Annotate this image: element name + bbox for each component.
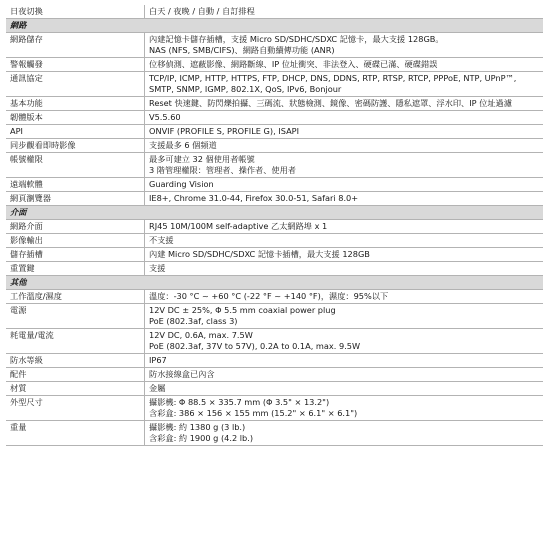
spec-row <box>6 304 543 329</box>
spec-value-line: PoE (802.3af, 37V to 57V), 0.2A to 0.1A, max. 9.5W <box>149 341 361 351</box>
spec-row <box>6 234 543 248</box>
spec-value <box>145 304 544 329</box>
spec-table-body <box>6 5 543 446</box>
spec-label: 重量 <box>6 421 145 446</box>
spec-label: 警報觸發 <box>6 58 145 72</box>
spec-value-line: IP67 <box>149 355 167 365</box>
spec-row <box>6 139 543 153</box>
spec-label: 韌體版本 <box>6 111 145 125</box>
spec-value-line: 溫度：-30 °C ~ +60 °C (-22 °F ~ +140 °F)，濕度：95%以下 <box>149 291 389 301</box>
spec-row <box>6 396 543 421</box>
spec-value <box>145 262 544 276</box>
spec-value <box>145 192 544 206</box>
spec-value <box>145 72 544 97</box>
spec-value <box>145 220 544 234</box>
spec-value <box>145 290 544 304</box>
spec-value-line: 12V DC, 0.6A, max. 7.5W <box>149 330 253 340</box>
spec-value <box>145 58 544 72</box>
spec-value-line: 攝影機: 約 1380 g (3 lb.) <box>149 422 246 432</box>
spec-row <box>6 248 543 262</box>
spec-row <box>6 72 543 97</box>
spec-label: 基本功能 <box>6 97 145 111</box>
spec-value-line: RJ45 10M/100M self-adaptive 乙太網路埠 x 1 <box>149 221 328 231</box>
spec-value-line: V5.5.60 <box>149 112 181 122</box>
spec-row <box>6 111 543 125</box>
spec-value <box>145 97 544 111</box>
spec-label: 材質 <box>6 382 145 396</box>
section-header-row <box>6 19 543 33</box>
spec-value-line: 內建 Micro SD/SDHC/SDXC 記憶卡插槽，最大支援 128GB <box>149 249 370 259</box>
spec-table <box>6 5 543 446</box>
section-title: 網路 <box>6 19 543 33</box>
spec-row <box>6 58 543 72</box>
spec-value <box>145 368 544 382</box>
spec-label: 網路介面 <box>6 220 145 234</box>
spec-value-line: Reset 快速鍵、防閃爍拍攝、三碼流、狀態檢測、鏡像、密碼防護、隱私遮罩、浮水印、IP 位址過濾 <box>149 98 512 108</box>
spec-label: 網頁瀏覽器 <box>6 192 145 206</box>
spec-row <box>6 125 543 139</box>
spec-value-line: PoE (802.3af, class 3) <box>149 316 238 326</box>
spec-value-line: 含彩盒: 386 × 156 × 155 mm (15.2" × 6.1" × 6.1") <box>149 408 358 418</box>
spec-label: 配件 <box>6 368 145 382</box>
spec-value <box>145 248 544 262</box>
spec-value-line: 攝影機: Φ 88.5 × 335.7 mm (Φ 3.5" × 13.2") <box>149 397 330 407</box>
spec-value <box>145 234 544 248</box>
spec-label: 通訊協定 <box>6 72 145 97</box>
spec-label: 電源 <box>6 304 145 329</box>
spec-value <box>145 139 544 153</box>
spec-value-line: 不支援 <box>149 235 174 245</box>
spec-label: 重置鍵 <box>6 262 145 276</box>
spec-value <box>145 5 544 19</box>
spec-row <box>6 368 543 382</box>
spec-row <box>6 153 543 178</box>
spec-value <box>145 111 544 125</box>
spec-value-line: 金屬 <box>149 383 166 393</box>
spec-value <box>145 354 544 368</box>
spec-row <box>6 5 543 19</box>
spec-value-line: 位移偵測、遮蔽影像、網路斷線、IP 位址衝突、非法登入、硬碟已滿、硬碟錯誤 <box>149 59 438 69</box>
spec-label: 同步觀看即時影像 <box>6 139 145 153</box>
spec-value-line: 含彩盒: 約 1900 g (4.2 lb.) <box>149 433 254 443</box>
spec-row <box>6 178 543 192</box>
spec-row <box>6 290 543 304</box>
spec-label: 帳號權限 <box>6 153 145 178</box>
section-title: 其他 <box>6 276 543 290</box>
spec-value <box>145 421 544 446</box>
spec-label: 遠端軟體 <box>6 178 145 192</box>
section-header-row <box>6 206 543 220</box>
spec-row <box>6 354 543 368</box>
spec-value-line: 3 階管理權限：管理者、操作者、使用者 <box>149 165 296 175</box>
spec-value-line: 內建記憶卡儲存插槽，支援 Micro SD/SDHC/SDXC 記憶卡，最大支援 128GB。 <box>149 34 444 44</box>
spec-value-line: 支援 <box>149 263 166 273</box>
spec-value-line: 最多可建立 32 個使用者帳號 <box>149 154 255 164</box>
spec-label: 儲存插槽 <box>6 248 145 262</box>
spec-row <box>6 97 543 111</box>
spec-label: 工作溫度/濕度 <box>6 290 145 304</box>
spec-row <box>6 33 543 58</box>
spec-value-line: 12V DC ± 25%, Φ 5.5 mm coaxial power plug <box>149 305 336 315</box>
spec-value <box>145 178 544 192</box>
spec-row <box>6 192 543 206</box>
section-title: 介面 <box>6 206 543 220</box>
spec-value <box>145 329 544 354</box>
spec-row <box>6 382 543 396</box>
spec-value <box>145 153 544 178</box>
spec-value-line: ONVIF (PROFILE S, PROFILE G), ISAPI <box>149 126 300 136</box>
spec-row <box>6 329 543 354</box>
spec-value-line: TCP/IP, ICMP, HTTP, HTTPS, FTP, DHCP, DNS, DDNS, RTP, RTSP, RTCP, PPPoE, NTP, UPnP™, SMTP, SNMP, IGMP, 802.1X, QoS, IPv6, Bonjour <box>149 73 517 94</box>
spec-label: 防水等級 <box>6 354 145 368</box>
spec-value-line: IE8+, Chrome 31.0-44, Firefox 30.0-51, Safari 8.0+ <box>149 193 359 203</box>
spec-value-line: 支援最多 6 個頻道 <box>149 140 217 150</box>
spec-label: 外型尺寸 <box>6 396 145 421</box>
spec-value-line: 白天 / 夜晚 / 自動 / 自訂排程 <box>149 6 255 16</box>
spec-label: 日夜切換 <box>6 5 145 19</box>
spec-value-line: 防水接線盒已內含 <box>149 369 215 379</box>
section-header-row <box>6 276 543 290</box>
spec-value-line: Guarding Vision <box>149 179 214 189</box>
spec-label: API <box>6 125 145 139</box>
spec-value <box>145 382 544 396</box>
spec-label: 耗電量/電流 <box>6 329 145 354</box>
spec-value <box>145 125 544 139</box>
spec-value <box>145 396 544 421</box>
spec-label: 影像輸出 <box>6 234 145 248</box>
spec-row <box>6 220 543 234</box>
spec-value <box>145 33 544 58</box>
spec-row <box>6 262 543 276</box>
spec-label: 網路儲存 <box>6 33 145 58</box>
spec-value-line: NAS (NFS, SMB/CIFS)、網路自動續傳功能 (ANR) <box>149 45 335 55</box>
spec-row <box>6 421 543 446</box>
